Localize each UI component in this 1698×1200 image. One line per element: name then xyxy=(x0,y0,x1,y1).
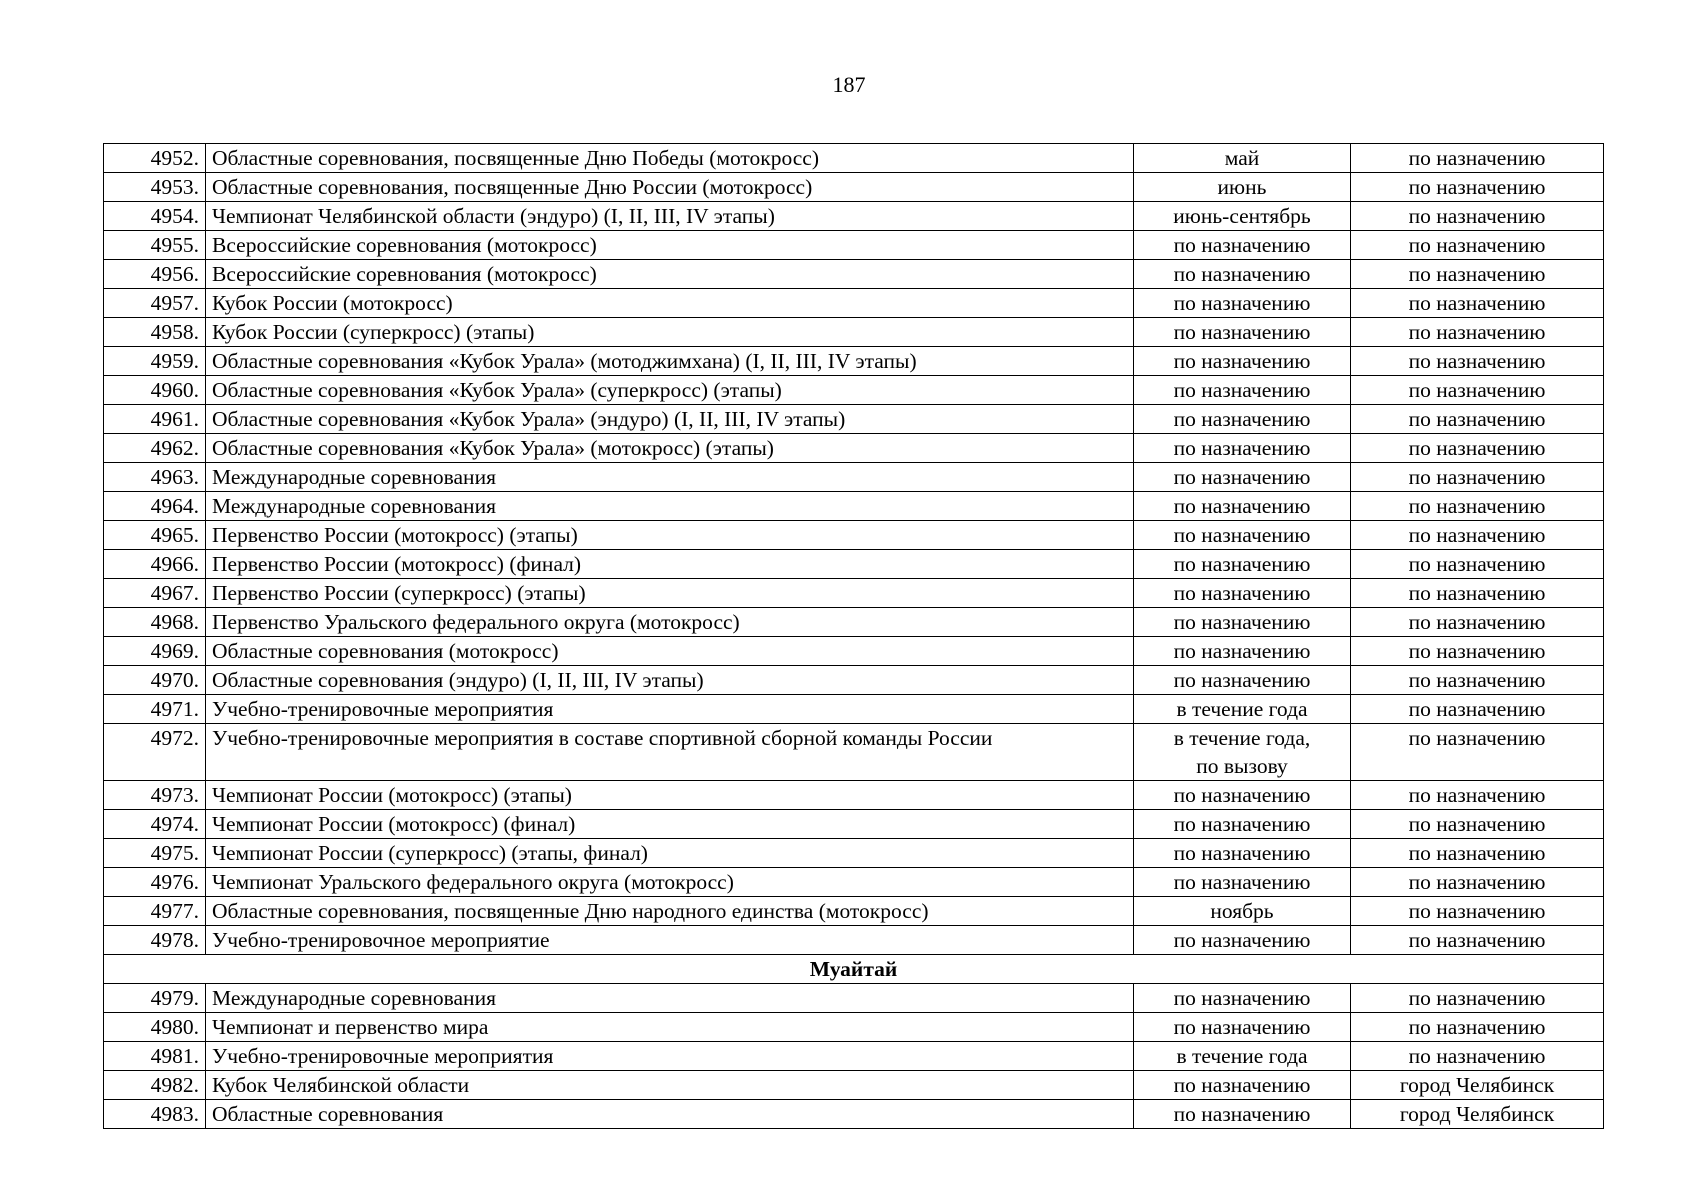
event-dates: по назначению xyxy=(1134,231,1351,260)
event-location: город Челябинск xyxy=(1351,1100,1604,1129)
row-number: 4978. xyxy=(104,926,206,955)
table-row xyxy=(104,897,1604,926)
event-location: по назначению xyxy=(1351,984,1604,1013)
table-row xyxy=(104,318,1604,347)
page-number: 187 xyxy=(832,72,866,97)
row-number: 4974. xyxy=(104,810,206,839)
event-name: Первенство России (мотокросс) (этапы) xyxy=(206,521,1134,550)
table-row xyxy=(104,231,1604,260)
row-number: 4975. xyxy=(104,839,206,868)
table-row xyxy=(104,347,1604,376)
event-location: по назначению xyxy=(1351,1042,1604,1071)
row-number: 4957. xyxy=(104,289,206,318)
table-row xyxy=(104,926,1604,955)
event-location: по назначению xyxy=(1351,231,1604,260)
table-row xyxy=(104,608,1604,637)
event-name: Первенство Уральского федерального округа (мотокросс) xyxy=(206,608,1134,637)
event-name: Чемпионат Уральского федерального округа (мотокросс) xyxy=(206,868,1134,897)
event-dates xyxy=(1134,724,1351,781)
event-location: по назначению xyxy=(1351,550,1604,579)
event-dates: ноябрь xyxy=(1134,897,1351,926)
event-dates: по назначению xyxy=(1134,608,1351,637)
row-number: 4954. xyxy=(104,202,206,231)
event-dates: июнь xyxy=(1134,173,1351,202)
event-name: Кубок Челябинской области xyxy=(206,1071,1134,1100)
event-dates: май xyxy=(1134,144,1351,173)
event-dates: по назначению xyxy=(1134,984,1351,1013)
event-name: Международные соревнования xyxy=(206,984,1134,1013)
table-row xyxy=(104,550,1604,579)
event-dates: по назначению xyxy=(1134,810,1351,839)
table-row xyxy=(104,173,1604,202)
event-name: Кубок России (суперкросс) (этапы) xyxy=(206,318,1134,347)
table-row xyxy=(104,1013,1604,1042)
event-dates: по назначению xyxy=(1134,376,1351,405)
event-name: Первенство России (суперкросс) (этапы) xyxy=(206,579,1134,608)
row-number: 4956. xyxy=(104,260,206,289)
section-title: Муайтай xyxy=(104,955,1604,984)
event-dates: июнь-сентябрь xyxy=(1134,202,1351,231)
row-number: 4971. xyxy=(104,695,206,724)
event-dates: по назначению xyxy=(1134,289,1351,318)
event-name: Областные соревнования, посвященные Дню Победы (мотокросс) xyxy=(206,144,1134,173)
event-name: Учебно-тренировочные мероприятия xyxy=(206,1042,1134,1071)
table-row xyxy=(104,1100,1604,1129)
event-name: Областные соревнования xyxy=(206,1100,1134,1129)
event-name: Чемпионат России (суперкросс) (этапы, финал) xyxy=(206,839,1134,868)
event-name: Чемпионат России (мотокросс) (финал) xyxy=(206,810,1134,839)
table-row xyxy=(104,868,1604,897)
event-name: Всероссийские соревнования (мотокросс) xyxy=(206,260,1134,289)
event-name: Кубок России (мотокросс) xyxy=(206,289,1134,318)
row-number: 4965. xyxy=(104,521,206,550)
row-number: 4976. xyxy=(104,868,206,897)
event-location: город Челябинск xyxy=(1351,1071,1604,1100)
event-location: по назначению xyxy=(1351,347,1604,376)
table-row xyxy=(104,781,1604,810)
event-dates: по назначению xyxy=(1134,521,1351,550)
event-location: по назначению xyxy=(1351,202,1604,231)
row-number: 4970. xyxy=(104,666,206,695)
event-location: по назначению xyxy=(1351,666,1604,695)
event-dates: по назначению xyxy=(1134,1071,1351,1100)
row-number: 4981. xyxy=(104,1042,206,1071)
event-dates: по назначению xyxy=(1134,579,1351,608)
event-dates: по назначению xyxy=(1134,868,1351,897)
row-number: 4960. xyxy=(104,376,206,405)
table-row xyxy=(104,202,1604,231)
event-name: Чемпионат и первенство мира xyxy=(206,1013,1134,1042)
event-name: Чемпионат России (мотокросс) (этапы) xyxy=(206,781,1134,810)
row-number: 4972. xyxy=(104,724,206,781)
table-row xyxy=(104,463,1604,492)
table-row xyxy=(104,260,1604,289)
event-name: Областные соревнования «Кубок Урала» (эндуро) (I, II, III, IV этапы) xyxy=(206,405,1134,434)
row-number: 4969. xyxy=(104,637,206,666)
table-row xyxy=(104,579,1604,608)
table-row xyxy=(104,666,1604,695)
event-location: по назначению xyxy=(1351,144,1604,173)
table-row xyxy=(104,637,1604,666)
table-row xyxy=(104,810,1604,839)
section-header-row xyxy=(104,955,1604,984)
row-number: 4955. xyxy=(104,231,206,260)
event-dates: по назначению xyxy=(1134,318,1351,347)
row-number: 4963. xyxy=(104,463,206,492)
table-row xyxy=(104,1042,1604,1071)
event-name: Областные соревнования (эндуро) (I, II, III, IV этапы) xyxy=(206,666,1134,695)
row-number: 4953. xyxy=(104,173,206,202)
event-name: Учебно-тренировочные мероприятия xyxy=(206,695,1134,724)
table-row xyxy=(104,695,1604,724)
event-name: Областные соревнования, посвященные Дню России (мотокросс) xyxy=(206,173,1134,202)
event-name: Учебно-тренировочное мероприятие xyxy=(206,926,1134,955)
event-location: по назначению xyxy=(1351,463,1604,492)
event-location: по назначению xyxy=(1351,637,1604,666)
table-row xyxy=(104,521,1604,550)
event-location: по назначению xyxy=(1351,289,1604,318)
event-name: Всероссийские соревнования (мотокросс) xyxy=(206,231,1134,260)
event-name: Областные соревнования (мотокросс) xyxy=(206,637,1134,666)
row-number: 4966. xyxy=(104,550,206,579)
table-row xyxy=(104,434,1604,463)
event-dates: в течение года xyxy=(1134,695,1351,724)
event-location: по назначению xyxy=(1351,926,1604,955)
events-table-body xyxy=(104,144,1604,1129)
event-name: Областные соревнования, посвященные Дню народного единства (мотокросс) xyxy=(206,897,1134,926)
event-dates: по назначению xyxy=(1134,666,1351,695)
event-location: по назначению xyxy=(1351,260,1604,289)
row-number: 4983. xyxy=(104,1100,206,1129)
table-row xyxy=(104,724,1604,781)
event-name: Областные соревнования «Кубок Урала» (мотокросс) (этапы) xyxy=(206,434,1134,463)
event-location: по назначению xyxy=(1351,810,1604,839)
event-name: Областные соревнования «Кубок Урала» (суперкросс) (этапы) xyxy=(206,376,1134,405)
event-location: по назначению xyxy=(1351,724,1604,781)
event-location: по назначению xyxy=(1351,376,1604,405)
event-location: по назначению xyxy=(1351,579,1604,608)
event-dates: по назначению xyxy=(1134,1013,1351,1042)
event-dates: по назначению xyxy=(1134,463,1351,492)
event-location: по назначению xyxy=(1351,405,1604,434)
event-location: по назначению xyxy=(1351,492,1604,521)
event-dates: по назначению xyxy=(1134,260,1351,289)
event-dates-line: по вызову xyxy=(1196,754,1288,778)
row-number: 4973. xyxy=(104,781,206,810)
row-number: 4964. xyxy=(104,492,206,521)
table-row xyxy=(104,376,1604,405)
row-number: 4962. xyxy=(104,434,206,463)
event-dates-line: в течение года, xyxy=(1173,726,1311,750)
event-location: по назначению xyxy=(1351,1013,1604,1042)
event-dates: по назначению xyxy=(1134,637,1351,666)
row-number: 4967. xyxy=(104,579,206,608)
row-number: 4979. xyxy=(104,984,206,1013)
event-dates: по назначению xyxy=(1134,839,1351,868)
event-dates: по назначению xyxy=(1134,926,1351,955)
row-number: 4980. xyxy=(104,1013,206,1042)
event-dates: по назначению xyxy=(1134,347,1351,376)
row-number: 4982. xyxy=(104,1071,206,1100)
event-location: по назначению xyxy=(1351,173,1604,202)
event-location: по назначению xyxy=(1351,868,1604,897)
event-dates: по назначению xyxy=(1134,492,1351,521)
table-row xyxy=(104,1071,1604,1100)
event-name: Областные соревнования «Кубок Урала» (мотоджимхана) (I, II, III, IV этапы) xyxy=(206,347,1134,376)
event-dates: по назначению xyxy=(1134,550,1351,579)
event-name: Международные соревнования xyxy=(206,492,1134,521)
row-number: 4977. xyxy=(104,897,206,926)
table-row xyxy=(104,405,1604,434)
event-location: по назначению xyxy=(1351,434,1604,463)
table-row xyxy=(104,984,1604,1013)
row-number: 4958. xyxy=(104,318,206,347)
table-row xyxy=(104,144,1604,173)
event-location: по назначению xyxy=(1351,839,1604,868)
row-number: 4968. xyxy=(104,608,206,637)
event-dates: по назначению xyxy=(1134,1100,1351,1129)
row-number: 4952. xyxy=(104,144,206,173)
event-dates: в течение года xyxy=(1134,1042,1351,1071)
event-name: Чемпионат Челябинской области (эндуро) (I, II, III, IV этапы) xyxy=(206,202,1134,231)
event-location: по назначению xyxy=(1351,897,1604,926)
table-row xyxy=(104,492,1604,521)
event-name: Учебно-тренировочные мероприятия в составе спортивной сборной команды России xyxy=(206,724,1134,781)
event-location: по назначению xyxy=(1351,781,1604,810)
event-dates: по назначению xyxy=(1134,434,1351,463)
event-location: по назначению xyxy=(1351,608,1604,637)
event-name: Международные соревнования xyxy=(206,463,1134,492)
event-dates: по назначению xyxy=(1134,405,1351,434)
table-row xyxy=(104,289,1604,318)
row-number: 4959. xyxy=(104,347,206,376)
event-location: по назначению xyxy=(1351,695,1604,724)
row-number: 4961. xyxy=(104,405,206,434)
event-location: по назначению xyxy=(1351,521,1604,550)
table-row xyxy=(104,839,1604,868)
events-table xyxy=(103,143,1604,1129)
event-location: по назначению xyxy=(1351,318,1604,347)
event-dates: по назначению xyxy=(1134,781,1351,810)
event-name: Первенство России (мотокросс) (финал) xyxy=(206,550,1134,579)
